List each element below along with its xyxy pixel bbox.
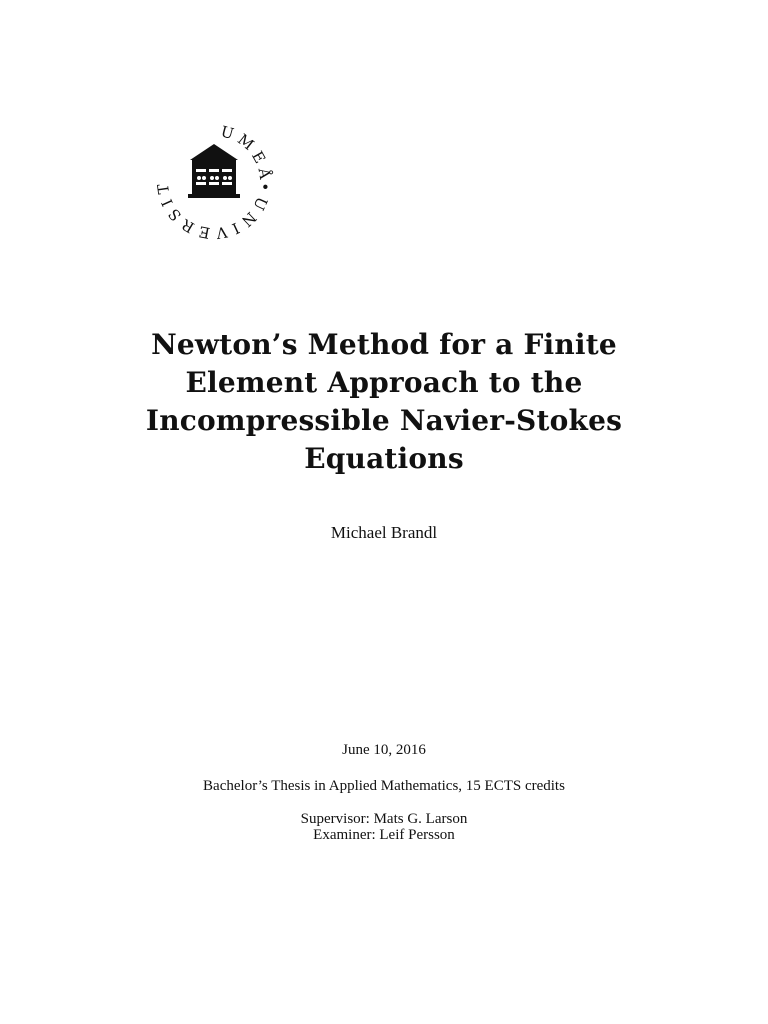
examiner-line: Examiner: Leif Persson: [313, 827, 455, 843]
committee-info: [84, 811, 684, 843]
title-line: Equations: [304, 442, 464, 475]
svg-text:• U N I V E R S I T E T •: • U N I V E R S I T: [154, 181, 274, 242]
title-line: Newton’s Method for a Finite: [151, 328, 617, 361]
author-name: Michael Brandl: [330, 523, 438, 542]
title-line: Incompressible Navier-Stokes: [145, 404, 623, 437]
university-seal-icon: [154, 122, 274, 242]
supervisor-line: Supervisor: Mats G. Larson: [300, 811, 468, 827]
thesis-title: [84, 326, 684, 478]
svg-text:U M E Å: U M E Å: [218, 122, 274, 181]
university-logo: [154, 122, 274, 242]
thesis-info: Bachelor’s Thesis in Applied Mathematics, 15 ECTS credits: [203, 778, 565, 794]
title-line: Element Approach to the: [185, 366, 583, 399]
thesis-date: June 10, 2016: [342, 742, 426, 758]
